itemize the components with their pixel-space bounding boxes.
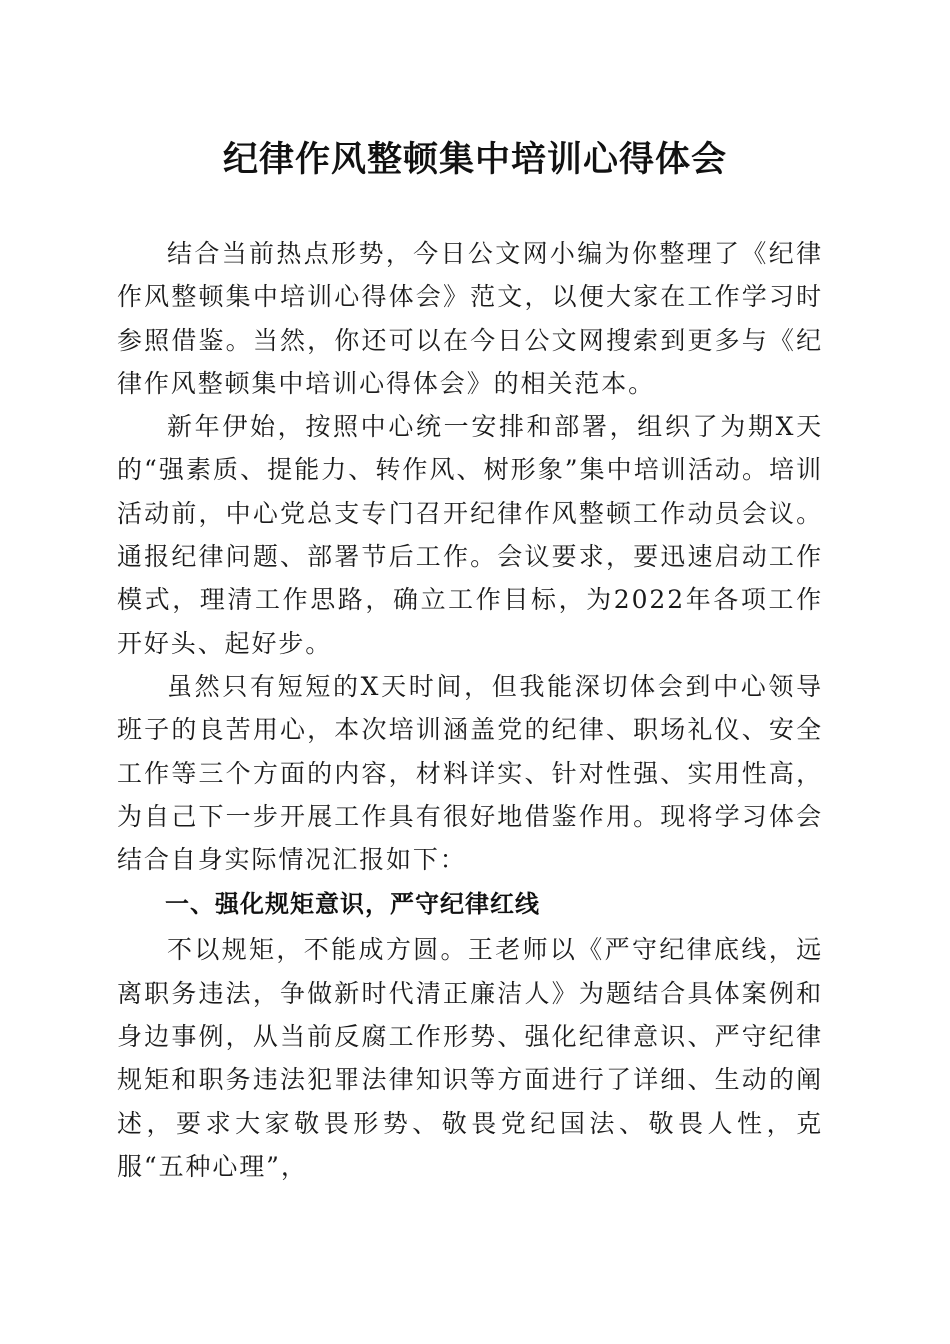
paragraph-section-1: 不以规矩，不能成方圆。王老师以《严守纪律底线，远离职务违法，争做新时代清正廉洁人》为题结合具体案例和身边事例，从当前反腐工作形势、强化纪律意识、严守纪律规矩和职务违法犯罪法律知识等方面进行了详细、生动的阐述，要求大家敬畏形势、敬畏党纪国法、敬畏人性，克服“五种心理”， <box>117 935 823 1181</box>
paragraph-summary: 虽然只有短短的X天时间，但我能深切体会到中心领导班子的良苦用心，本次培训涵盖党的纪律、职场礼仪、安全工作等三个方面的内容，材料详实、针对性强、实用性高，为自己下一步开展工作具有很好地借鉴作用。现将学习体会结合自身实际情况汇报如下： <box>117 671 823 875</box>
document-title: 纪律作风整顿集中培训心得体会 <box>222 139 727 180</box>
paragraph-intro: 结合当前热点形势，今日公文网小编为你整理了《纪律作风整顿集中培训心得体会》范文，以便大家在工作学习时参照借鉴。当然，你还可以在今日公文网搜索到更多与《纪律作风整顿集中培训心得体会》的相关范本。 <box>117 239 823 398</box>
document-body <box>117 232 823 1188</box>
paragraph-background: 新年伊始，按照中心统一安排和部署，组织了为期X天的“强素质、提能力、转作风、树形象”集中培训活动。培训活动前，中心党总支专门召开纪律作风整顿工作动员会议。通报纪律问题、部署节后工作。会议要求，要迅速启动工作模式，理清工作思路，确立工作目标，为2022年各项工作开好头、起好步。 <box>117 412 823 658</box>
section-heading-1: 一、强化规矩意识，严守纪律红线 <box>165 890 540 919</box>
